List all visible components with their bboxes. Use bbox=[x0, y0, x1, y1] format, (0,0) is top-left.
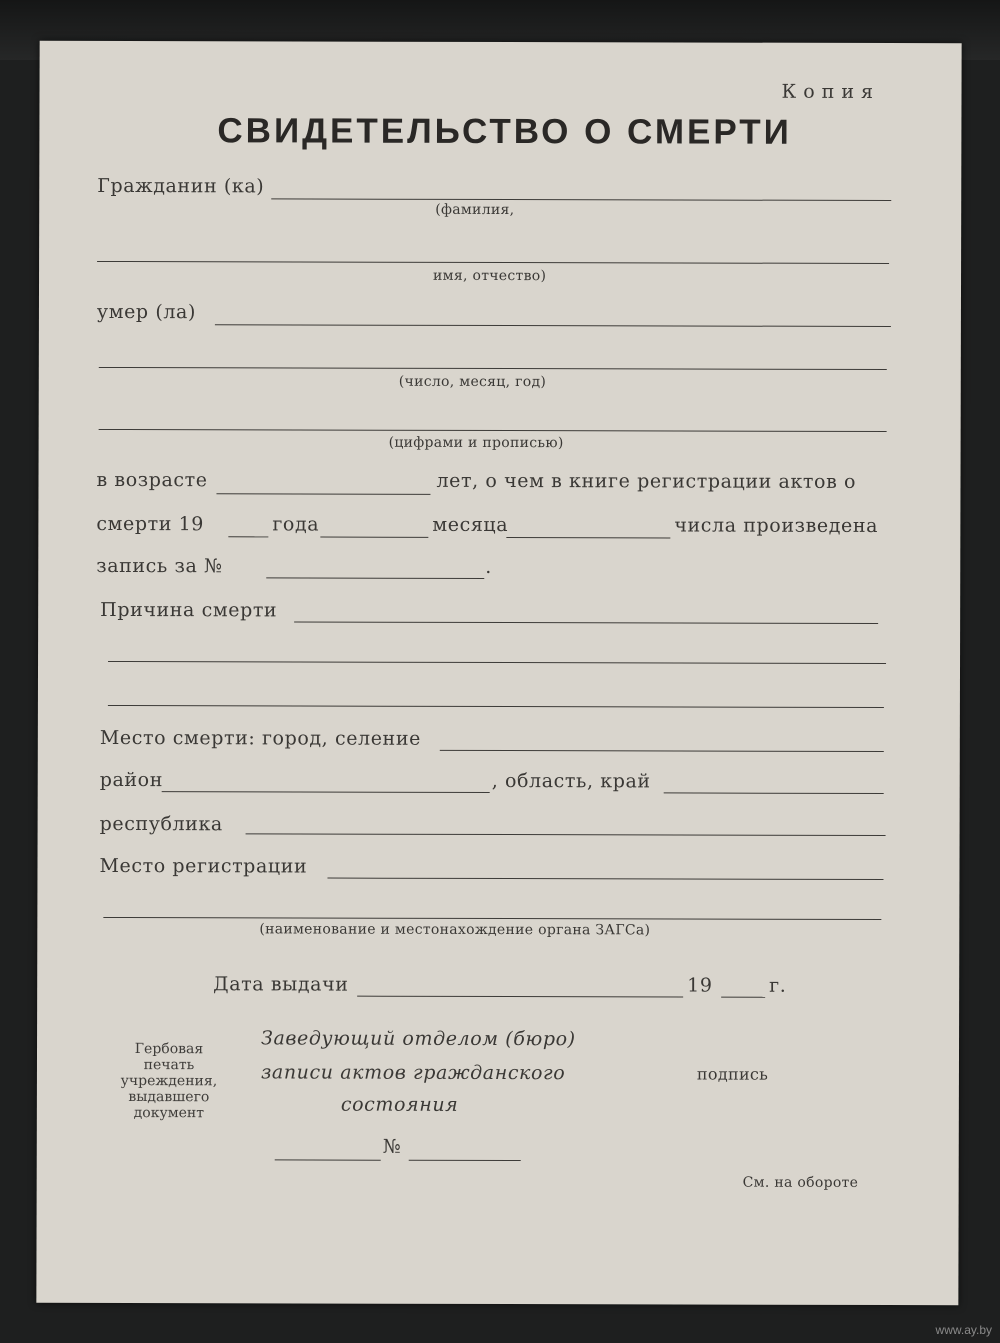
number-line-left bbox=[275, 1159, 381, 1160]
name-caption: имя, отчество) bbox=[433, 267, 547, 285]
citizen-label: Гражданин (ка) bbox=[97, 174, 265, 198]
district-label: район bbox=[99, 768, 164, 792]
republic-line bbox=[246, 833, 886, 836]
head-title-1: Заведующий отделом (бюро) bbox=[261, 1027, 576, 1051]
death-year-label: смерти 19 bbox=[96, 512, 205, 536]
registration-place-label: Место регистрации bbox=[99, 854, 308, 878]
signature-label: подпись bbox=[696, 1064, 769, 1084]
number-sign: № bbox=[382, 1135, 402, 1158]
copy-label: Копия bbox=[781, 80, 881, 103]
name-line bbox=[97, 261, 889, 264]
republic-label: республика bbox=[99, 812, 223, 836]
year-abbrev: г. bbox=[769, 974, 787, 997]
seal-line-3: учреждения, bbox=[120, 1073, 218, 1090]
cause-label: Причина смерти bbox=[100, 598, 278, 622]
issue-year-line bbox=[721, 997, 765, 998]
district-line bbox=[162, 791, 490, 793]
registry-office-caption: (наименование и местонахождение органа ЗАГСа) bbox=[259, 921, 651, 939]
year-word: года bbox=[272, 513, 320, 536]
issue-date-label: Дата выдачи bbox=[213, 973, 349, 996]
seal-line-2: печать bbox=[143, 1057, 195, 1074]
registration-place-line bbox=[327, 878, 883, 880]
issue-date-line bbox=[357, 996, 683, 998]
registry-office-line bbox=[103, 917, 881, 920]
watermark: www.ay.by bbox=[935, 1323, 992, 1337]
record-label: запись за № bbox=[96, 554, 223, 578]
seal-line-4: выдавшего bbox=[128, 1089, 210, 1106]
record-dot: . bbox=[485, 555, 492, 578]
number-line-right bbox=[409, 1160, 521, 1161]
seal-line-1: Гербовая bbox=[134, 1041, 204, 1058]
seal-placeholder bbox=[99, 1041, 239, 1121]
day-line bbox=[506, 537, 670, 538]
head-title-2: записи актов гражданского bbox=[260, 1061, 566, 1085]
surname-caption: (фамилия, bbox=[435, 201, 515, 219]
age-line bbox=[216, 493, 430, 495]
region-line bbox=[664, 792, 884, 794]
seal-line-5: документ bbox=[133, 1105, 205, 1122]
date-caption: (число, месяц, год) bbox=[398, 373, 547, 391]
certificate-sheet bbox=[36, 41, 961, 1305]
date-words-caption: (цифрами и прописью) bbox=[388, 434, 564, 452]
day-word: числа произведена bbox=[674, 514, 879, 537]
citizen-line bbox=[271, 198, 891, 201]
see-reverse-note: См. на обороте bbox=[742, 1174, 859, 1191]
year-line bbox=[228, 536, 268, 537]
cause-line-3 bbox=[108, 705, 884, 708]
date-words-line bbox=[99, 429, 887, 432]
died-line bbox=[215, 324, 891, 327]
month-line bbox=[320, 537, 428, 538]
death-place-label: Место смерти: город, селение bbox=[99, 726, 421, 750]
issue-year-prefix: 19 bbox=[687, 974, 713, 997]
died-label: умер (ла) bbox=[96, 300, 197, 324]
record-number-line bbox=[266, 577, 484, 579]
region-label: , область, край bbox=[491, 769, 651, 793]
head-title-3: состояния bbox=[340, 1093, 459, 1116]
month-word: месяца bbox=[432, 513, 509, 537]
date-line bbox=[99, 367, 887, 370]
death-place-line bbox=[440, 750, 884, 752]
document-title: СВИДЕТЕЛЬСТВО О СМЕРТИ bbox=[217, 111, 792, 152]
age-label: в возрасте bbox=[96, 468, 208, 492]
cause-line-1 bbox=[294, 621, 878, 624]
cause-line-2 bbox=[108, 661, 886, 664]
age-suffix: лет, о чем в книге регистрации актов о bbox=[436, 469, 857, 493]
